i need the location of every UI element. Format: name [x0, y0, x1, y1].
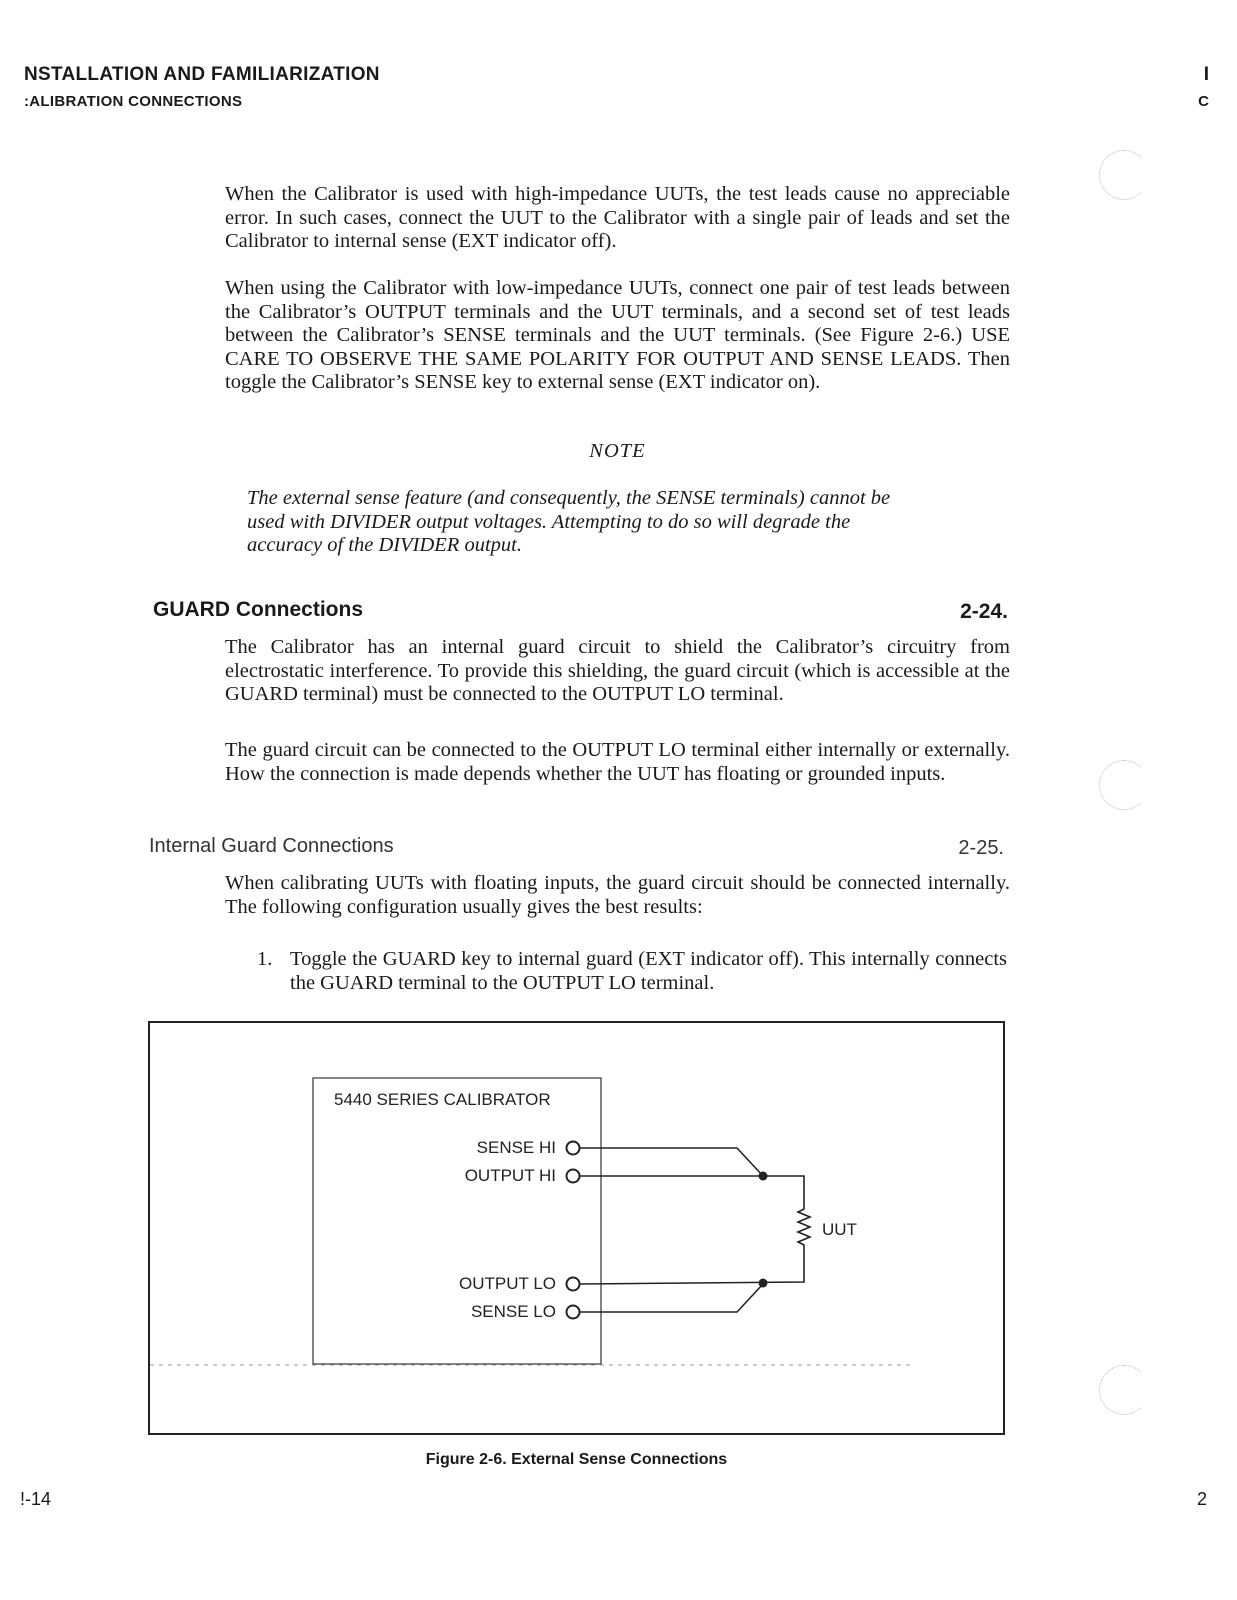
output-hi-label: OUTPUT HI [464, 1166, 556, 1185]
cropped-edge-page-number: 2 [1196, 1489, 1207, 1509]
running-header-subsection: :ALIBRATION CONNECTIONS [24, 93, 243, 110]
output-lo-terminal-icon [567, 1278, 580, 1291]
punch-hole-mark [1099, 150, 1149, 200]
figure-frame [148, 1021, 1005, 1435]
section-heading: GUARD Connections [153, 598, 363, 621]
sense-hi-lead [580, 1148, 763, 1176]
running-header-section: NSTALLATION AND FAMILIARIZATION [24, 64, 380, 85]
calibrator-title: 5440 SERIES CALIBRATOR [334, 1090, 551, 1109]
uut-label: UUT [822, 1220, 857, 1239]
subsection-heading: Internal Guard Connections [149, 835, 394, 857]
list-item-text: Toggle the GUARD key to internal guard (EXT indicator off). This internally connects the GUARD terminal to the OUTPUT LO terminal. [290, 948, 1007, 994]
output-lo-label: OUTPUT LO [459, 1274, 556, 1293]
list-item [257, 948, 1007, 995]
uut-resistor-icon [798, 1203, 810, 1253]
page-number: !-14 [20, 1489, 52, 1509]
paragraph-floating-inputs: When calibrating UUTs with floating inputs, the guard circuit should be connected internally. The following configuration usually gives the best results: [225, 872, 1010, 918]
subsection-number: 2-25. [958, 837, 1004, 859]
paragraph-guard-circuit: The Calibrator has an internal guard circuit to shield the Calibrator’s circuitry from electrostatic interference. To provide this shielding, the guard circuit (which is accessible at the GUARD terminal) must be connected to the OUTPUT LO terminal. [225, 636, 1010, 705]
hi-junction-dot [759, 1172, 768, 1181]
calibrator-box [313, 1078, 601, 1364]
sense-lo-terminal-icon [567, 1306, 580, 1319]
sense-hi-terminal-icon [567, 1142, 580, 1155]
output-lo-lead [580, 1253, 804, 1284]
output-hi-lead [580, 1176, 804, 1203]
paragraph-low-impedance: When using the Calibrator with low-impedance UUTs, connect one pair of test leads between the Calibrator’s OUTPUT terminals and the UUT terminals, and a second set of test leads between the Calibrator’s SENSE terminals and the UUT terminals. (See Figure 2-6.) USE CARE TO OBSERVE THE SAME POLARITY FOR OUTPUT AND SENSE LEADS. Then toggle the Calibrator’s SENSE key to external sense (EXT indicator on). [225, 277, 1010, 393]
note-heading: NOTE [589, 440, 646, 462]
output-hi-terminal-icon [567, 1170, 580, 1183]
paragraph-guard-connection: The guard circuit can be connected to the OUTPUT LO terminal either internally or externally. How the connection is made depends whether the UUT has floating or grounded inputs. [225, 739, 1010, 785]
section-number: 2-24. [960, 600, 1008, 623]
cropped-edge-text-bottom: C [1198, 93, 1209, 110]
note-body: The external sense feature (and consequently, the SENSE terminals) cannot be used with DIVIDER output voltages. Attempting to do so will degrade the accuracy of the DIVIDER output. [247, 487, 891, 556]
lo-junction-dot [759, 1279, 768, 1288]
paragraph-high-impedance: When the Calibrator is used with high-impedance UUTs, the test leads cause no appreciable error. In such cases, connect the UUT to the Calibrator with a single pair of leads and set the Calibrator to internal sense (EXT indicator off). [225, 183, 1010, 252]
sense-hi-label: SENSE HI [476, 1138, 556, 1157]
list-item-number: 1. [257, 948, 273, 970]
cropped-edge-text-top: I [1203, 64, 1209, 85]
sense-lo-lead [580, 1284, 763, 1312]
wiring-diagram [150, 1023, 1003, 1433]
punch-hole-mark [1099, 1365, 1149, 1415]
sense-lo-label: SENSE LO [470, 1302, 556, 1321]
punch-hole-mark [1099, 760, 1149, 810]
figure-caption: Figure 2-6. External Sense Connections [425, 1451, 728, 1468]
